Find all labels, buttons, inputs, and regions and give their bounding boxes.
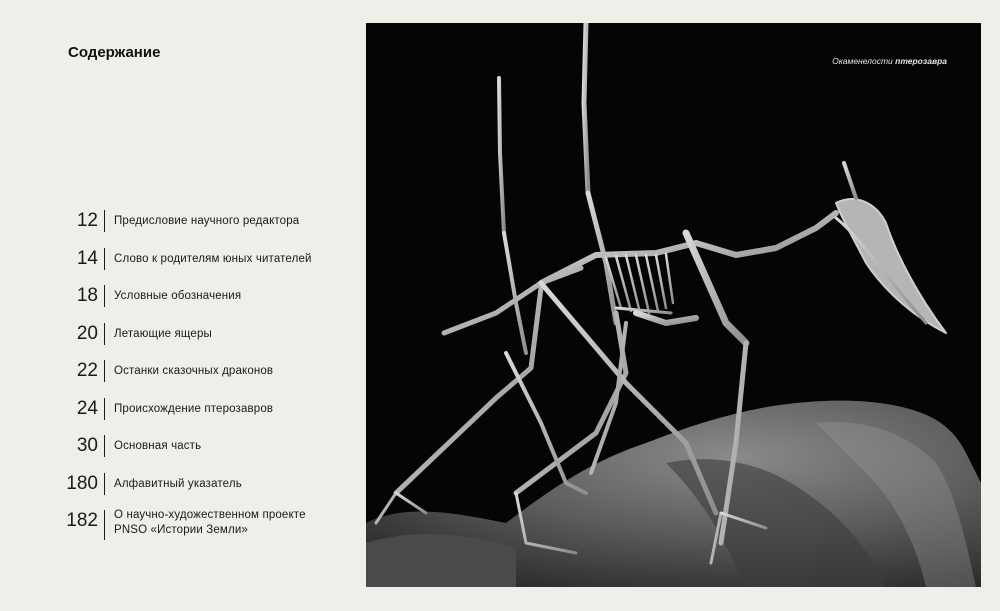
toc-separator: [104, 435, 105, 457]
toc-separator: [104, 510, 105, 540]
toc-separator: [104, 210, 105, 232]
toc-entry-line: Основная часть: [114, 440, 202, 452]
toc-entry-title: [114, 319, 212, 342]
toc-separator: [104, 248, 105, 270]
toc-entry-title: [114, 394, 273, 417]
toc-separator: [104, 285, 105, 307]
toc-entry-line: Происхождение птерозавров: [114, 402, 274, 415]
toc-separator: [104, 360, 105, 382]
toc-separator: [104, 398, 105, 420]
toc-entry-title: [114, 281, 241, 304]
toc-entry-title: [114, 206, 299, 229]
toc-entry-line: Алфавитный указатель: [114, 477, 242, 490]
toc-entry-line: Слово к родителям юных читателей: [114, 252, 312, 265]
toc-page-number: 22: [76, 360, 98, 381]
toc-entry-line: Предисловие научного редактора: [114, 215, 300, 227]
toc-entry-line: О научно-художественном проекте: [114, 509, 306, 521]
toc-page-number: 18: [76, 285, 98, 306]
toc-entry[interactable]: [60, 469, 350, 507]
caption-prefix: Окаменелости: [832, 56, 896, 66]
pterosaur-fossil-photo: [366, 23, 981, 587]
toc-separator: [104, 473, 105, 495]
toc-separator: [104, 323, 105, 345]
toc-title: Содержание: [68, 44, 161, 61]
toc-entry-title: [114, 356, 273, 379]
toc-entry-title: [114, 431, 201, 454]
toc-page-number: 180: [66, 472, 98, 494]
toc-entry-title: [114, 469, 242, 492]
toc-list: [60, 206, 350, 544]
toc-entry[interactable]: [60, 319, 350, 357]
toc-entry[interactable]: [60, 356, 350, 394]
toc-entry[interactable]: [60, 431, 350, 469]
toc-entry[interactable]: [60, 506, 350, 544]
toc-entry-title: [114, 244, 312, 267]
toc-entry-line: Летающие ящеры: [114, 327, 212, 340]
toc-page-number: 12: [76, 210, 98, 231]
toc-page-number: 20: [76, 322, 98, 344]
toc-entry[interactable]: [60, 281, 350, 319]
toc-entry[interactable]: [60, 394, 350, 432]
toc-entry-line: Условные обозначения: [114, 290, 242, 302]
toc-entry[interactable]: [60, 244, 350, 282]
toc-page-number: 14: [76, 247, 98, 269]
photo-caption: [832, 56, 947, 66]
toc-entry-title: [114, 506, 306, 538]
toc-page-number: 30: [76, 435, 98, 456]
caption-bold: птерозавра: [895, 56, 947, 66]
toc-entry[interactable]: [60, 206, 350, 244]
toc-page-number: 182: [66, 510, 98, 531]
toc-entry-line: PNSO «Истории Земли»: [114, 524, 248, 536]
pterosaur-skeleton-illustration: [366, 23, 981, 587]
toc-page-number: 24: [76, 397, 98, 419]
toc-entry-line: Останки сказочных драконов: [114, 365, 274, 377]
